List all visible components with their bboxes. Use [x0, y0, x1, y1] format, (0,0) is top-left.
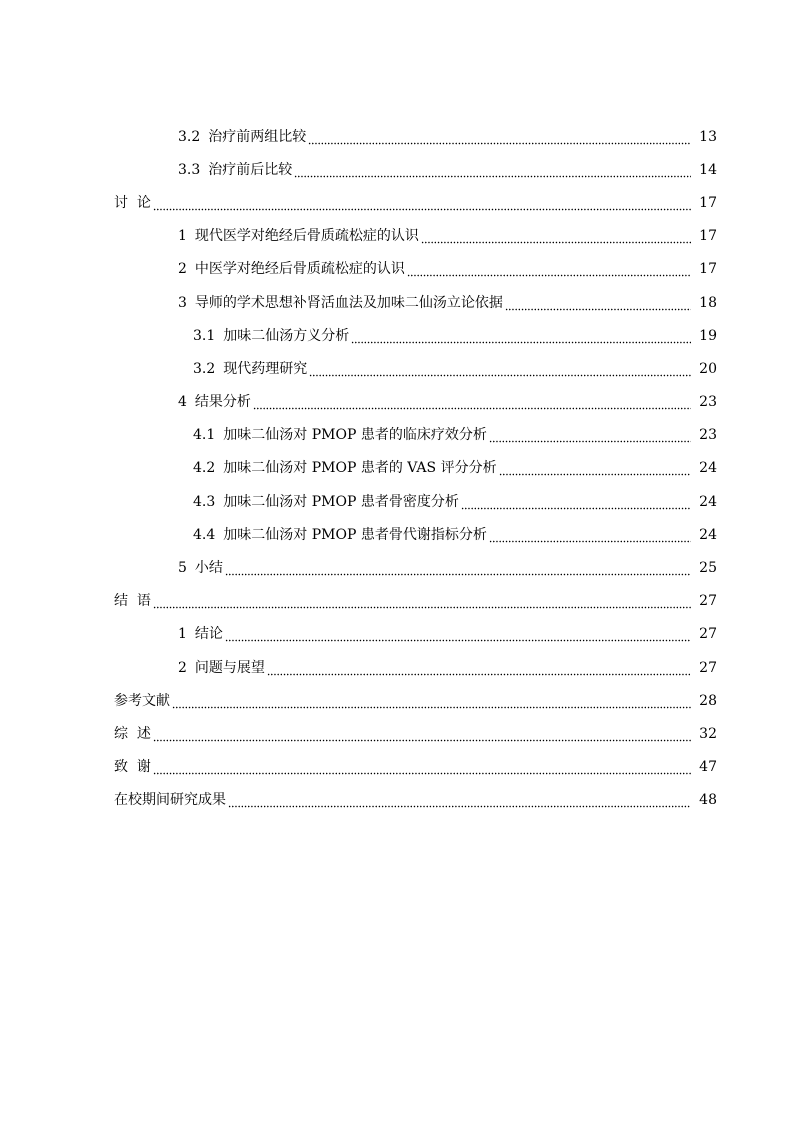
toc-entry-page: 25 [699, 560, 717, 577]
table-of-contents [0, 120, 793, 817]
toc-entry[interactable] [0, 551, 793, 584]
toc-entry-number: 5 [178, 560, 187, 577]
toc-entry[interactable] [0, 651, 793, 684]
toc-entry-number: 1 [178, 228, 187, 245]
toc-entry-number: 3.2 [178, 128, 201, 145]
toc-leader-dots [267, 658, 691, 678]
toc-leader-dots [351, 326, 691, 346]
toc-leader-dots [253, 392, 691, 412]
toc-entry-number: 4 [178, 394, 187, 411]
toc-entry-title: 加味二仙汤对 PMOP 患者骨密度分析 [223, 493, 459, 510]
toc-leader-dots [461, 492, 691, 512]
toc-entry-title: 中医学对绝经后骨质疏松症的认识 [194, 261, 405, 278]
toc-entry-title: 结果分析 [194, 394, 251, 411]
toc-entry[interactable] [0, 485, 793, 518]
toc-entry-title: 讨 论 [114, 194, 151, 211]
toc-entry[interactable] [0, 253, 793, 286]
toc-leader-dots [153, 193, 691, 213]
toc-leader-dots [228, 790, 691, 810]
toc-entry-number: 3.2 [193, 360, 216, 377]
toc-entry-page: 23 [699, 427, 717, 444]
toc-entry-number: 3.1 [193, 327, 216, 344]
toc-leader-dots [499, 458, 691, 478]
toc-entry-page: 24 [699, 460, 717, 477]
toc-entry-title: 导师的学术思想补肾活血法及加味二仙汤立论依据 [194, 294, 503, 311]
toc-leader-dots [172, 691, 691, 711]
toc-entry-page: 17 [699, 228, 717, 245]
toc-entry-number: 4.1 [193, 427, 216, 444]
toc-entry-page: 14 [699, 161, 717, 178]
toc-entry-page: 32 [699, 725, 717, 742]
toc-leader-dots [505, 293, 691, 313]
toc-entry-title: 现代医学对绝经后骨质疏松症的认识 [194, 228, 419, 245]
toc-entry[interactable] [0, 419, 793, 452]
toc-entry[interactable] [0, 684, 793, 717]
toc-entry-title: 加味二仙汤对 PMOP 患者的临床疗效分析 [223, 427, 487, 444]
toc-entry-title: 加味二仙汤对 PMOP 患者的 VAS 评分分析 [223, 460, 497, 477]
toc-entry[interactable] [0, 120, 793, 153]
toc-entry-title: 参考文献 [114, 692, 170, 709]
toc-leader-dots [421, 226, 691, 246]
toc-leader-dots [489, 425, 691, 445]
toc-entry-number: 1 [178, 626, 187, 643]
toc-leader-dots [309, 359, 691, 379]
toc-entry-title: 问题与展望 [194, 659, 265, 676]
toc-entry-title: 小结 [194, 560, 223, 577]
toc-entry-title: 致 谢 [114, 759, 151, 776]
toc-entry-title: 现代药理研究 [223, 360, 308, 377]
toc-entry-number: 3.3 [178, 161, 201, 178]
toc-entry[interactable] [0, 618, 793, 651]
toc-entry-number: 2 [178, 261, 187, 278]
toc-entry-title: 治疗前两组比较 [208, 128, 307, 145]
toc-entry-page: 17 [699, 194, 717, 211]
toc-leader-dots [225, 624, 691, 644]
toc-entry-title: 结论 [194, 626, 223, 643]
toc-leader-dots [153, 724, 691, 744]
toc-entry-page: 24 [699, 526, 717, 543]
toc-entry[interactable] [0, 220, 793, 253]
toc-entry[interactable] [0, 518, 793, 551]
toc-entry-title: 在校期间研究成果 [114, 792, 226, 809]
toc-entry[interactable] [0, 717, 793, 750]
toc-entry[interactable] [0, 352, 793, 385]
toc-entry[interactable] [0, 153, 793, 186]
toc-entry-page: 27 [699, 593, 717, 610]
toc-leader-dots [489, 525, 691, 545]
toc-entry-page: 27 [699, 626, 717, 643]
toc-leader-dots [225, 558, 691, 578]
toc-entry[interactable] [0, 585, 793, 618]
toc-entry-number: 2 [178, 659, 187, 676]
toc-leader-dots [308, 127, 691, 147]
toc-entry-page: 24 [699, 493, 717, 510]
toc-entry[interactable] [0, 784, 793, 817]
toc-entry-title: 结 语 [114, 593, 151, 610]
toc-entry-page: 18 [699, 294, 717, 311]
toc-entry-title: 加味二仙汤方义分析 [223, 327, 350, 344]
toc-entry[interactable] [0, 186, 793, 219]
toc-entry-page: 13 [699, 128, 717, 145]
toc-entry[interactable] [0, 452, 793, 485]
toc-entry[interactable] [0, 751, 793, 784]
toc-leader-dots [294, 160, 691, 180]
toc-entry[interactable] [0, 386, 793, 419]
toc-entry-title: 治疗前后比较 [208, 161, 293, 178]
toc-entry-page: 27 [699, 659, 717, 676]
toc-entry-number: 4.3 [193, 493, 216, 510]
toc-leader-dots [407, 259, 691, 279]
toc-entry-page: 28 [699, 692, 717, 709]
toc-entry-number: 4.4 [193, 526, 216, 543]
toc-entry-page: 20 [699, 360, 717, 377]
toc-entry-title: 综 述 [114, 725, 151, 742]
toc-entry-title: 加味二仙汤对 PMOP 患者骨代谢指标分析 [223, 526, 487, 543]
toc-entry-number: 3 [178, 294, 187, 311]
toc-entry-page: 19 [699, 327, 717, 344]
toc-entry-page: 48 [699, 792, 717, 809]
toc-entry-page: 47 [699, 759, 717, 776]
toc-leader-dots [153, 591, 691, 611]
toc-entry-number: 4.2 [193, 460, 216, 477]
toc-entry[interactable] [0, 286, 793, 319]
toc-leader-dots [153, 757, 691, 777]
toc-entry-page: 17 [699, 261, 717, 278]
toc-entry[interactable] [0, 319, 793, 352]
toc-entry-page: 23 [699, 394, 717, 411]
